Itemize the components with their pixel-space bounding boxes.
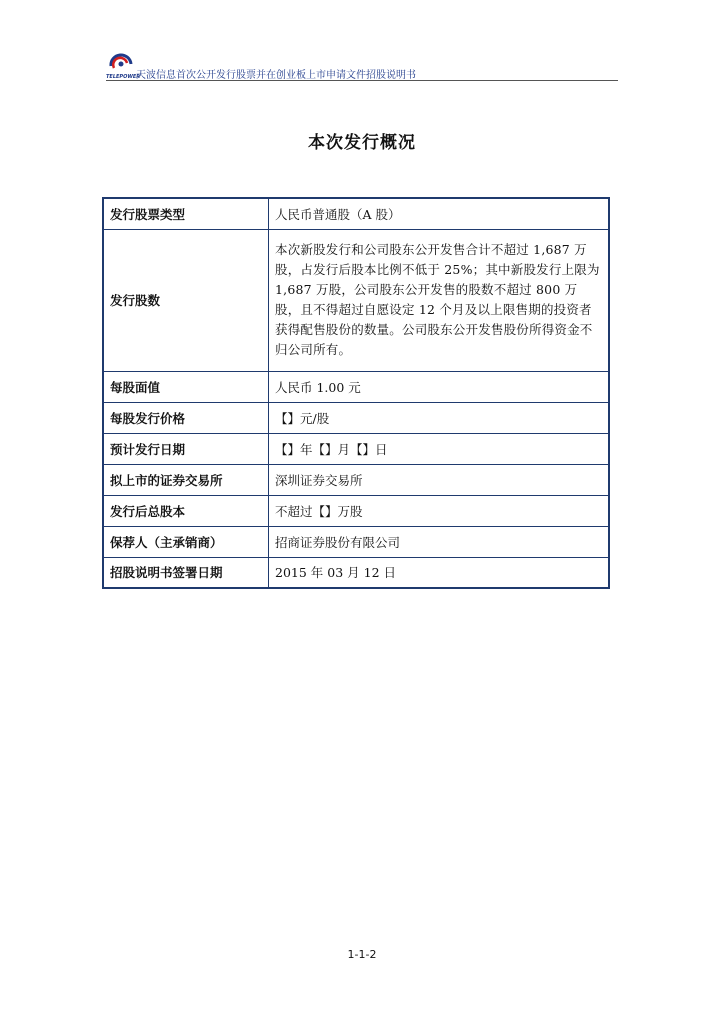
table-row xyxy=(103,433,609,464)
offering-overview-table xyxy=(102,197,610,589)
row-label: 预计发行日期 xyxy=(103,433,269,464)
logo-text: TELEPOWER xyxy=(106,74,141,80)
row-value: 不超过【】万股 xyxy=(269,495,610,526)
row-label: 发行股票类型 xyxy=(103,198,269,229)
row-label: 招股说明书签署日期 xyxy=(103,557,269,588)
header-divider xyxy=(106,80,618,81)
table-row xyxy=(103,557,609,588)
row-label: 拟上市的证券交易所 xyxy=(103,464,269,495)
table-row xyxy=(103,402,609,433)
row-value: 招商证券股份有限公司 xyxy=(269,526,610,557)
row-label: 发行后总股本 xyxy=(103,495,269,526)
table-row xyxy=(103,526,609,557)
row-value: 【】年【】月【】日 xyxy=(269,433,610,464)
table-row xyxy=(103,371,609,402)
page-title: 本次发行概况 xyxy=(308,133,416,153)
row-label: 发行股数 xyxy=(103,229,269,371)
row-label: 每股面值 xyxy=(103,371,269,402)
row-label: 保荐人（主承销商） xyxy=(103,526,269,557)
header-title: 天波信息首次公开发行股票并在创业板上市申请文件招股说明书 xyxy=(136,70,416,81)
company-logo xyxy=(106,50,141,80)
table-row xyxy=(103,495,609,526)
table-row xyxy=(103,229,609,371)
page-number: 1-1-2 xyxy=(347,948,377,961)
row-value: 2015 年 03 月 12 日 xyxy=(269,557,610,588)
table-row xyxy=(103,198,609,229)
table-row xyxy=(103,464,609,495)
row-value: 人民币普通股（A 股） xyxy=(269,198,610,229)
row-label: 每股发行价格 xyxy=(103,402,269,433)
page-header xyxy=(106,50,618,82)
row-value: 【】元/股 xyxy=(269,402,610,433)
row-value: 本次新股发行和公司股东公开发售合计不超过 1,687 万股，占发行后股本比例不低于 25%；其中新股发行上限为 1,687 万股，公司股东公开发售的股数不超过 800 万股，且不得超过自愿设定 12 个月及以上限售期的投资者获得配售股份的数量。公司股东公开发售股份所得资金不归公司所有。 xyxy=(269,229,610,371)
row-value: 深圳证券交易所 xyxy=(269,464,610,495)
row-value: 人民币 1.00 元 xyxy=(269,371,610,402)
